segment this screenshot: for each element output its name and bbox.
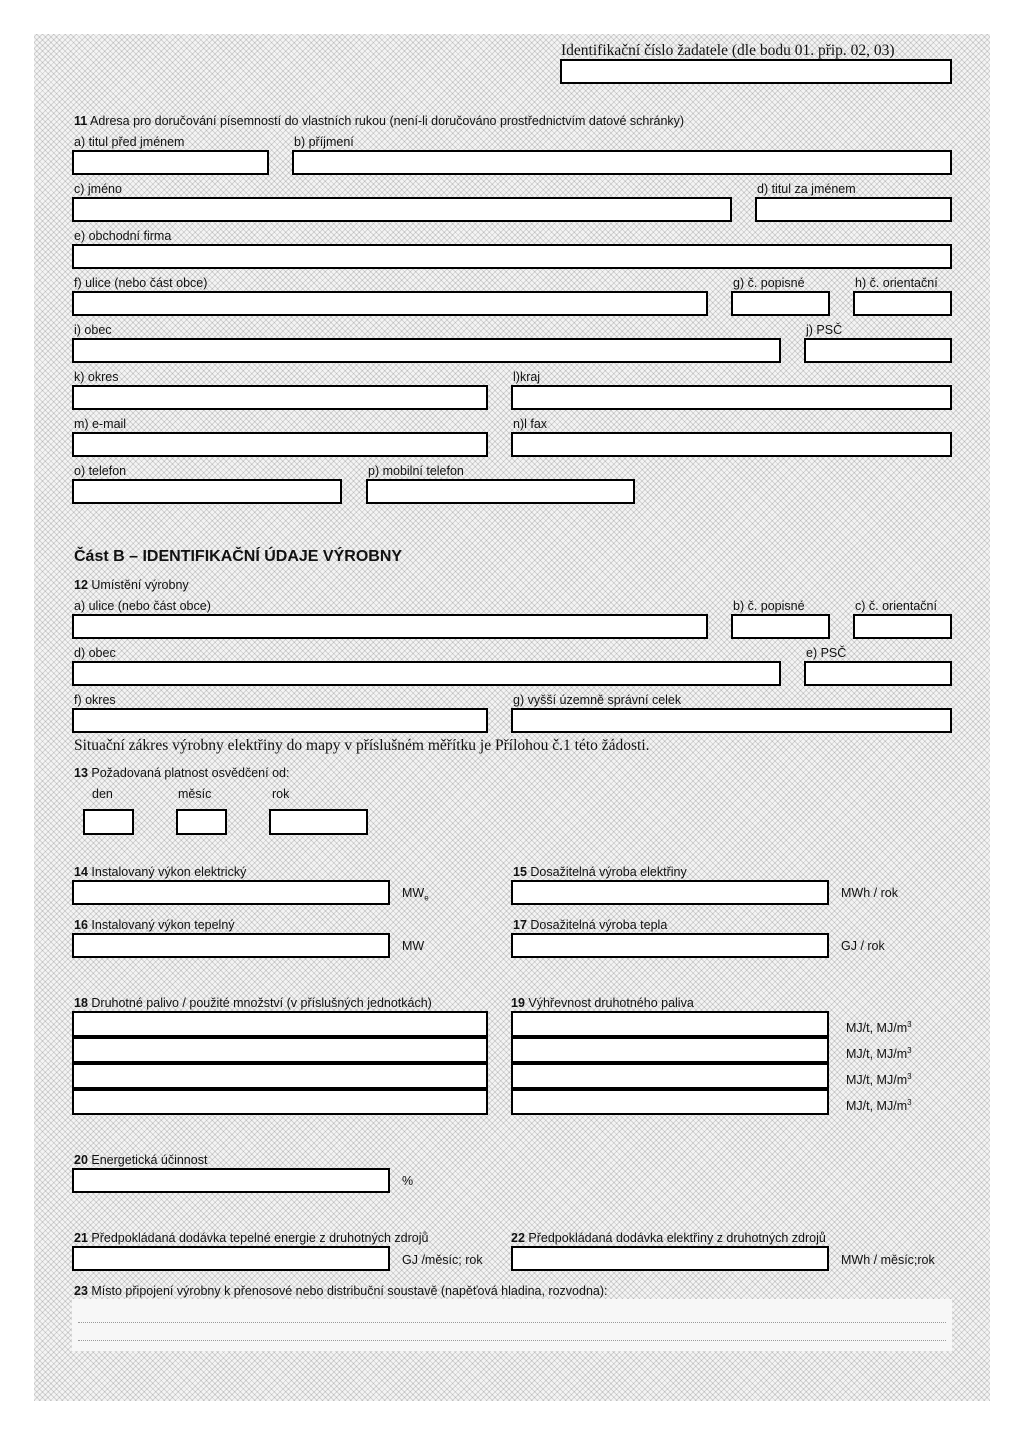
field-calorific-row-2[interactable] [511,1037,829,1063]
field-fuel-row-2[interactable] [72,1037,488,1063]
field-house-number[interactable] [731,291,830,316]
field-title-before[interactable] [72,150,269,175]
label-title-before: a) titul před jménem [74,135,185,149]
dotted-line-1 [78,1322,946,1323]
field-heat-supply[interactable] [72,1246,390,1271]
field-calorific-row-3[interactable] [511,1063,829,1089]
field-fuel-row-4[interactable] [72,1089,488,1115]
field-thermal-capacity[interactable] [72,933,390,958]
label-plant-orientation-number: c) č. orientační [855,599,937,613]
label-plant-municipality: d) obec [74,646,116,660]
unit-energy-efficiency: % [402,1174,414,1188]
label-month: měsíc [178,787,212,801]
unit-calorific-row-3: MJ/t, $MJ/m^3$ [846,1072,912,1088]
unit-electricity-supply: MWh / měsíc;rok [841,1253,935,1267]
unit-thermal-capacity: MW [402,939,425,953]
label-business-name: e) obchodní firma [74,229,172,243]
label-region: l)kraj [513,370,541,384]
field-validity-day[interactable] [83,809,134,835]
section-14-heading: 14 Instalovaný výkon elektrický [74,865,247,879]
field-title-after[interactable] [755,197,952,222]
field-plant-orientation-number[interactable] [853,614,952,639]
label-plant-house-number: b) č. popisné [733,599,805,613]
unit-electricity-production: MWh / rok [841,886,898,900]
unit-calorific-row-1: MJ/t, $MJ/m^3$ [846,1020,912,1036]
field-plant-house-number[interactable] [731,614,830,639]
field-first-name[interactable] [72,197,732,222]
field-fuel-row-3[interactable] [72,1063,488,1089]
field-plant-district[interactable] [72,708,488,733]
field-fuel-row-1[interactable] [72,1011,488,1037]
field-phone[interactable] [72,479,342,504]
label-mobile-phone: p) mobilní telefon [368,464,464,478]
label-day: den [92,787,113,801]
label-plant-region: g) vyšší územně správní celek [513,693,682,707]
section-16-heading: 16 Instalovaný výkon tepelný [74,918,235,932]
field-email[interactable] [72,432,488,457]
field-plant-region[interactable] [511,708,952,733]
field-electricity-production[interactable] [511,880,829,905]
label-orientation-number: h) č. orientační [855,276,938,290]
field-fax[interactable] [511,432,952,457]
field-district[interactable] [72,385,488,410]
label-house-number: g) č. popisné [733,276,805,290]
label-municipality: i) obec [74,323,112,337]
field-orientation-number[interactable] [853,291,952,316]
applicant-id-label: Identifikační číslo žadatele (dle bodu 01. přip. 02, 03) [561,42,895,59]
section-17-heading: 17 Dosažitelná výroba tepla [513,918,668,932]
label-plant-street: a) ulice (nebo část obce) [74,599,211,613]
field-validity-month[interactable] [176,809,227,835]
field-electric-capacity[interactable] [72,880,390,905]
dotted-line-2 [78,1340,946,1341]
field-heat-production[interactable] [511,933,829,958]
label-street: f) ulice (nebo část obce) [74,276,208,290]
section-12-heading: 12 Umístění výrobny [74,578,189,592]
section-18-heading: 18 Druhotné palivo / použité množství (v příslušných jednotkách) [74,996,432,1010]
section-19-heading: 19 Výhřevnost druhotného paliva [511,996,694,1010]
field-postal-code[interactable] [804,338,952,363]
field-region[interactable] [511,385,952,410]
section-13-heading: 13 Požadovaná platnost osvědčení od: [74,766,290,780]
field-calorific-row-4[interactable] [511,1089,829,1115]
label-first-name: c) jméno [74,182,122,196]
unit-calorific-row-2: MJ/t, $MJ/m^3$ [846,1046,912,1062]
label-plant-postal-code: e) PSČ [806,646,847,660]
field-mobile-phone[interactable] [366,479,635,504]
label-surname: b) příjmení [294,135,354,149]
section-23-heading: 23 Místo připojení výrobny k přenosové nebo distribuční soustavě (napěťová hladina, rozvodna): [74,1284,608,1298]
unit-heat-production: GJ / rok [841,939,885,953]
part-b-heading: Část B – IDENTIFIKAČNÍ ÚDAJE VÝROBNY [74,548,403,565]
section-20-heading: 20 Energetická účinnost [74,1153,208,1167]
applicant-id-field[interactable] [560,59,952,84]
field-validity-year[interactable] [269,809,368,835]
field-street[interactable] [72,291,708,316]
label-fax: n)l fax [513,417,548,431]
label-district: k) okres [74,370,119,384]
field-plant-municipality[interactable] [72,661,781,686]
field-business-name[interactable] [72,244,952,269]
field-energy-efficiency[interactable] [72,1168,390,1193]
unit-electric-capacity: $MW_e$ [402,886,429,903]
section-15-heading: 15 Dosažitelná výroba elektřiny [513,865,687,879]
label-email: m) e-mail [74,417,127,431]
label-postal-code: j) PSČ [806,323,843,337]
label-phone: o) telefon [74,464,127,478]
section-21-heading: 21 Předpokládaná dodávka tepelné energie z druhotných zdrojů [74,1231,429,1245]
section-11-heading: 11 Adresa pro doručování písemností do vlastních rukou (není-li doručováno prostřednictvím datové schránky) [74,114,685,128]
field-municipality[interactable] [72,338,781,363]
field-electricity-supply[interactable] [511,1246,829,1271]
field-plant-postal-code[interactable] [804,661,952,686]
unit-calorific-row-4: MJ/t, $MJ/m^3$ [846,1098,912,1114]
field-surname[interactable] [292,150,952,175]
field-calorific-row-1[interactable] [511,1011,829,1037]
situation-note: Situační zákres výrobny elektřiny do mapy v příslušném měřítku je Přílohou č.1 této žádosti. [74,737,650,754]
label-title-after: d) titul za jménem [757,182,856,196]
label-year: rok [272,787,290,801]
field-connection-point[interactable] [72,1299,952,1351]
unit-heat-supply: GJ /měsíc; rok [402,1253,483,1267]
section-22-heading: 22 Předpokládaná dodávka elektřiny z druhotných zdrojů [511,1231,826,1245]
label-plant-district: f) okres [74,693,116,707]
field-plant-street[interactable] [72,614,708,639]
